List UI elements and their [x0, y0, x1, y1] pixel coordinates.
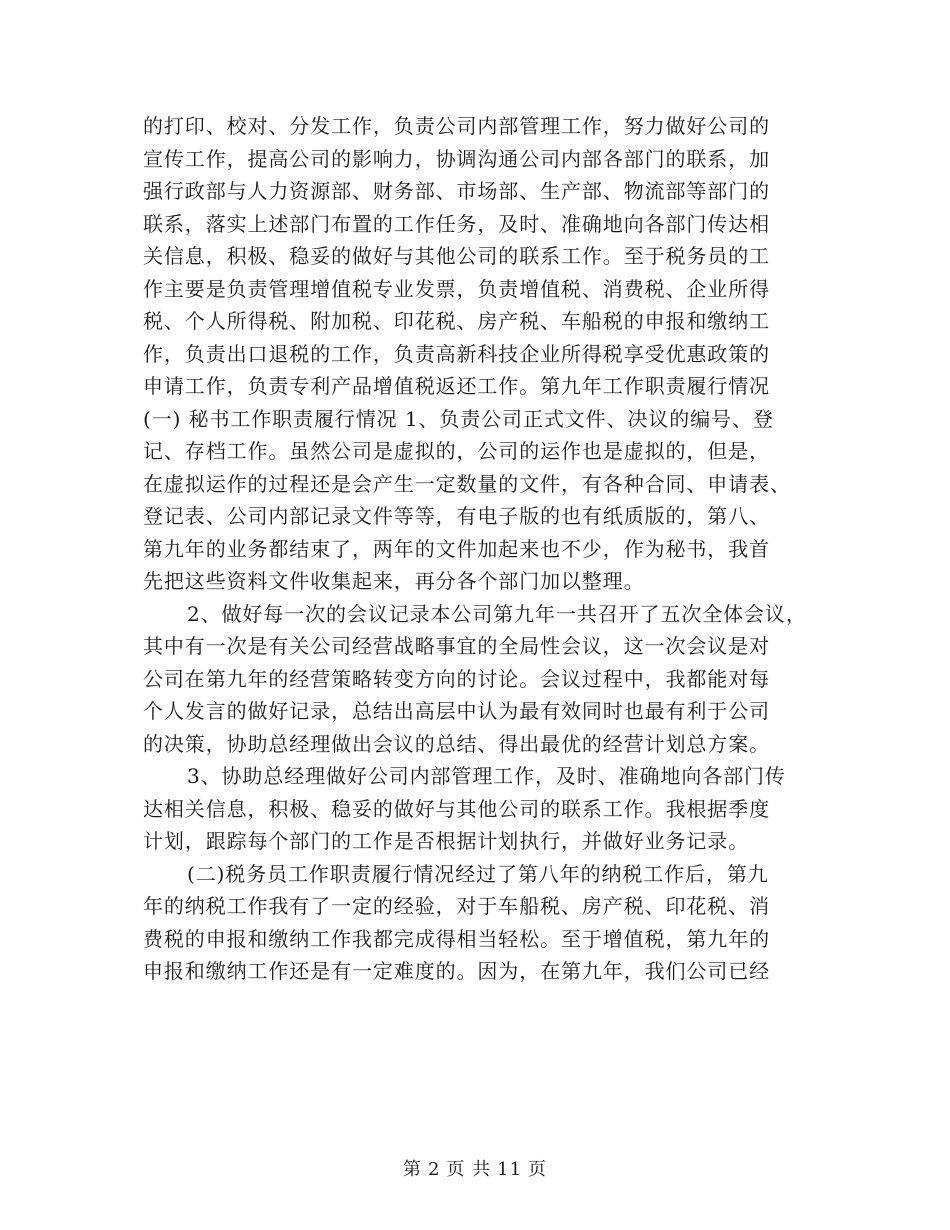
text-line: 在虚拟运作的过程还是会产生一定数量的文件，有各种合同、申请表、: [143, 471, 791, 496]
text-line: 第九年的业务都结束了，两年的文件加起来也不少，作为秘书，我首: [143, 536, 770, 561]
footer-label-prefix: 第: [402, 1159, 422, 1180]
text-line: 3、协助总经理做好公司内部管理工作，及时、准确地向各部门传: [187, 764, 786, 788]
document-body: [143, 110, 823, 988]
text-line: 计划，跟踪每个部门的工作是否根据计划执行，并做好业务记录。: [143, 829, 750, 853]
text-line: 公司在第九年的经营策略转变方向的讨论。会议过程中，我都能对每: [143, 666, 770, 691]
text-line: 登记表、公司内部记录文件等等，有电子版的也有纸质版的，第八、: [143, 504, 770, 528]
text-line: 作，负责出口退税的工作，负责高新科技企业所得税享受优惠政策的: [143, 341, 770, 366]
text-line: 强行政部与人力资源部、财务部、市场部、生产部、物流部等部门的: [143, 179, 770, 203]
footer-label-mid: 页 共: [446, 1159, 492, 1180]
current-page-number: 2: [427, 1159, 441, 1180]
text-line: 申请工作，负责专利产品增值税返还工作。第九年工作职责履行情况: [143, 374, 770, 398]
text-line: 年的纳税工作我有了一定的经验，对于车船税、房产税、印花税、消: [143, 894, 770, 918]
page-footer: [0, 1155, 950, 1181]
text-line: 作主要是负责管理增值税专业发票，负责增值税、消费税、企业所得: [143, 276, 770, 301]
text-line: 个人发言的做好记录，总结出高层中认为最有效同时也最有利于公司: [143, 699, 770, 723]
text-line: 2、做好每一次的会议记录本公司第九年一共召开了五次全体会议，: [187, 601, 807, 626]
text-line: 的打印、校对、分发工作，负责公司内部管理工作，努力做好公司的: [143, 114, 770, 138]
text-line: 宣传工作，提高公司的影响力，协调沟通公司内部各部门的联系，加: [143, 146, 770, 171]
footer-label-suffix: 页: [528, 1159, 548, 1180]
text-line: 关信息，积极、稳妥的做好与其他公司的联系工作。至于税务员的工: [143, 244, 770, 268]
text-line: 先把这些资料文件收集起来，再分各个部门加以整理。: [143, 569, 645, 593]
text-line: 其中有一次是有关公司经营战略事宜的全局性会议，这一次会议是对: [143, 634, 770, 658]
text-line: 联系，落实上述部门布置的工作任务，及时、准确地向各部门传达相: [143, 211, 770, 236]
text-line: 的决策，协助总经理做出会议的总结、得出最优的经营计划总方案。: [143, 731, 770, 756]
text-line: 税、个人所得税、附加税、印花税、房产税、车船税的申报和缴纳工: [143, 309, 770, 333]
text-line: (二)税务员工作职责履行情况经过了第八年的纳税工作后，第九: [187, 861, 769, 886]
text-line: (一) 秘书工作职责履行情况 1、负责公司正式文件、决议的编号、登: [143, 406, 774, 431]
total-page-count: 11: [497, 1159, 523, 1180]
text-line: 记、存档工作。虽然公司是虚拟的，公司的运作也是虚拟的，但是，: [143, 439, 770, 463]
text-line: 达相关信息，积极、稳妥的做好与其他公司的联系工作。我根据季度: [143, 796, 770, 821]
text-line: 费税的申报和缴纳工作我都完成得相当轻松。至于增值税，第九年的: [143, 926, 770, 951]
text-line: 申报和缴纳工作还是有一定难度的。因为，在第九年，我们公司已经: [143, 959, 770, 983]
